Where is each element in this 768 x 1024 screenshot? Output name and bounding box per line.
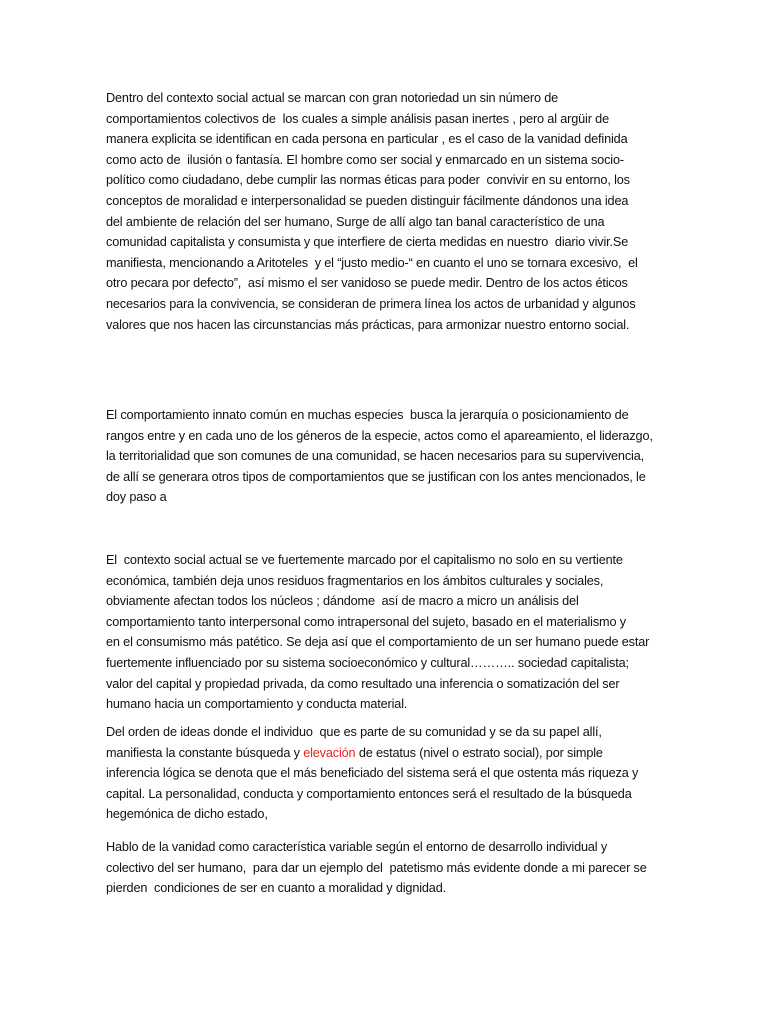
paragraph-comportamiento-innato — [106, 405, 680, 508]
text-line: político como ciudadano, debe cumplir las normas éticas para poder convivir en su entorno, los — [106, 173, 630, 188]
paragraph-vanidad-contexto — [106, 88, 680, 335]
text-line: Del orden de ideas donde el individuo que es parte de su comunidad y se da su papel allí, — [106, 725, 602, 739]
text-segment: de estatus (nivel o estrato social), por simple — [355, 745, 603, 760]
text-line: obviamente afectan todos los núcleos ; dándome así de macro a micro un análisis del — [106, 594, 579, 609]
text-line: inferencia lógica se denota que el más beneficiado del sistema será el que ostenta más riqueza y — [106, 766, 639, 781]
text-line: doy paso a — [106, 490, 167, 505]
paragraph-capitalismo — [106, 550, 680, 715]
text-line: del ambiente de relación del ser humano, Surge de allí algo tan banal característico de una — [106, 214, 605, 229]
text-line: Hablo de la vanidad como característica variable según el entorno de desarrollo individual y — [106, 840, 608, 854]
paragraph-orden-de-ideas — [106, 722, 680, 825]
text-line: rangos entre y en cada uno de los géneros de la especie, actos como el apareamiento, el liderazgo, — [106, 428, 653, 443]
text-line: fuertemente influenciado por su sistema socioeconómico y cultural……….. sociedad capitalista; — [106, 655, 629, 670]
text-line: valores que nos hacen las circunstancias más prácticas, para armonizar nuestro entorno social. — [106, 317, 630, 332]
text-line: humano hacia un comportamiento y conducta material. — [106, 697, 408, 712]
text-line: comunidad capitalista y consumista y que interfiere de cierta medidas en nuestro diario vivir.Se — [106, 235, 629, 250]
text-segment: manifiesta la constante búsqueda y — [106, 745, 304, 760]
text-line: colectivo del ser humano, para dar un ejemplo del patetismo más evidente donde a mi parecer se — [106, 860, 647, 875]
text-line: hegemónica de dicho estado, — [106, 807, 268, 822]
paragraph-hablo-de-la-vanidad — [106, 837, 680, 899]
text-line: otro pecara por defecto”, así mismo el ser vanidoso se puede medir. Dentro de los actos éticos — [106, 276, 628, 291]
text-line: Dentro del contexto social actual se marcan con gran notoriedad un sin número de — [106, 91, 559, 105]
text-line: comportamiento tanto interpersonal como intrapersonal del sujeto, basado en el materialismo y — [106, 614, 626, 629]
text-line: manera explicita se identifican en cada persona en particular , es el caso de la vanidad definida — [106, 132, 628, 147]
text-line: pierden condiciones de ser en cuanto a moralidad y dignidad. — [106, 881, 446, 896]
text-line: como acto de ilusión o fantasía. El hombre como ser social y enmarcado en un sistema socio- — [106, 152, 624, 167]
text-line: conceptos de moralidad e interpersonalidad se pueden distinguir fácilmente dándonos una idea — [106, 193, 629, 208]
highlighted-word: elevación — [303, 745, 356, 760]
text-line: capital. La personalidad, conducta y comportamiento entonces será el resultado de la búsqueda — [106, 786, 632, 801]
text-line: la territorialidad que son comunes de una comunidad, se hacen necesarios para su supervivencia, — [106, 449, 644, 464]
text-line: necesarios para la convivencia, se consideran de primera línea los actos de urbanidad y algunos — [106, 296, 636, 311]
text-line: comportamientos colectivos de los cuales a simple análisis pasan inertes , pero al argüir de — [106, 111, 609, 126]
text-line: de allí se generara otros tipos de comportamientos que se justifican con los antes mencionados, le — [106, 469, 646, 484]
text-line: El comportamiento innato común en muchas especies busca la jerarquía o posicionamiento de — [106, 408, 629, 422]
text-line: en el consumismo más patético. Se deja así que el comportamiento de un ser humano puede estar — [106, 635, 650, 650]
text-line: manifiesta, mencionando a Aritoteles y el “justo medio-“ en cuanto el uno se tornara excesivo, el — [106, 255, 638, 270]
text-line: económica, también deja unos residuos fragmentarios en los ámbitos culturales y sociales, — [106, 573, 604, 588]
text-line: El contexto social actual se ve fuertemente marcado por el capitalismo no solo en su vertiente — [106, 553, 623, 567]
text-line: valor del capital y propiedad privada, da como resultado una inferencia o somatización del ser — [106, 676, 620, 691]
text-line-with-highlight — [106, 743, 680, 764]
